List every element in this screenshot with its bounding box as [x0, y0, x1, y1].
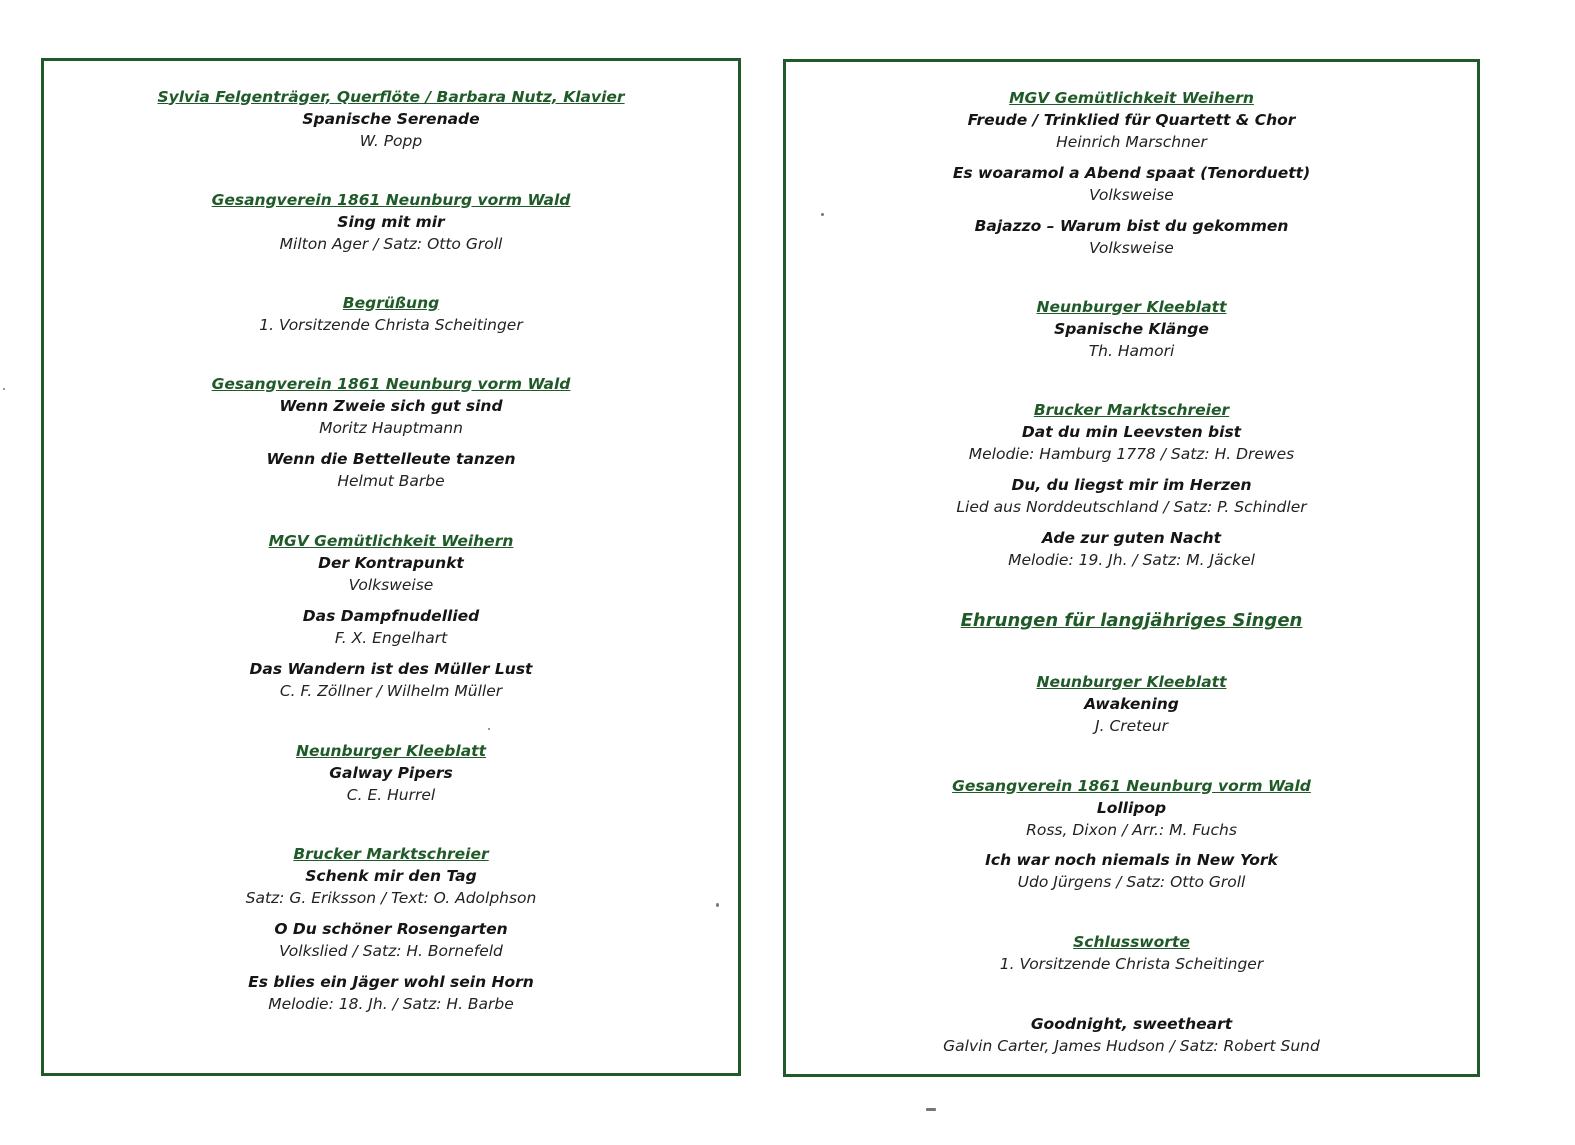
piece-title: Wenn Zweie sich gut sind	[279, 396, 503, 415]
piece-credit: Helmut Barbe	[337, 471, 445, 490]
piece-credit: 1. Vorsitzende Christa Scheitinger	[259, 315, 523, 334]
piece-credit: Udo Jürgens / Satz: Otto Groll	[1017, 872, 1246, 891]
section-heading: Ehrungen für langjähriges Singen	[960, 610, 1303, 631]
piece-credit: Satz: G. Eriksson / Text: O. Adolphson	[245, 888, 537, 907]
piece-title: Der Kontrapunkt	[318, 553, 464, 572]
piece-credit: 1. Vorsitzende Christa Scheitinger	[999, 954, 1264, 973]
piece-credit: J. Creteur	[1095, 716, 1168, 735]
piece-title: Bajazzo – Warum bist du gekommen	[974, 216, 1289, 235]
group-heading: Neunburger Kleeblatt	[295, 741, 486, 760]
piece-title: Du, du liegst mir im Herzen	[1011, 475, 1252, 494]
group-heading: Neunburger Kleeblatt	[1036, 297, 1227, 316]
scan-speck	[3, 388, 5, 390]
piece-credit: Th. Hamori	[1088, 341, 1175, 360]
group-heading: Schlussworte	[1073, 932, 1190, 951]
scan-speck	[926, 1108, 936, 1111]
piece-credit: Volkslied / Satz: H. Bornefeld	[279, 941, 503, 960]
group-heading: MGV Gemütlichkeit Weihern	[1009, 88, 1254, 107]
piece-credit: Volksweise	[348, 575, 434, 594]
group-heading: Brucker Marktschreier	[293, 844, 489, 863]
group-heading: Gesangverein 1861 Neunburg vorm Wald	[211, 374, 571, 393]
scan-speck	[716, 903, 719, 907]
piece-title: Spanische Klänge	[1054, 319, 1209, 338]
group-heading: MGV Gemütlichkeit Weihern	[268, 531, 514, 550]
piece-title: Ich war noch niemals in New York	[985, 850, 1278, 869]
piece-title: Galway Pipers	[329, 763, 453, 782]
piece-credit: F. X. Engelhart	[334, 628, 448, 647]
piece-title: Spanische Serenade	[302, 109, 480, 128]
piece-title: Goodnight, sweetheart	[1030, 1014, 1233, 1033]
piece-title: Das Dampfnudellied	[302, 606, 480, 625]
piece-credit: W. Popp	[359, 131, 423, 150]
piece-credit: Melodie: Hamburg 1778 / Satz: H. Drewes	[968, 444, 1295, 463]
scan-speck	[488, 728, 490, 730]
piece-title: Freude / Trinklied für Quartett & Chor	[967, 110, 1296, 129]
piece-credit: Lied aus Norddeutschland / Satz: P. Schindler	[956, 497, 1307, 516]
piece-credit: Milton Ager / Satz: Otto Groll	[279, 234, 503, 253]
piece-credit: Moritz Hauptmann	[319, 418, 463, 437]
piece-credit: Ross, Dixon / Arr.: M. Fuchs	[1026, 820, 1237, 839]
group-heading: Sylvia Felgenträger, Querflöte / Barbara Nutz, Klavier	[157, 87, 625, 106]
piece-title: Dat du min Leevsten bist	[1021, 422, 1242, 441]
group-heading: Neunburger Kleeblatt	[1036, 672, 1227, 691]
piece-title: Ade zur guten Nacht	[1041, 528, 1222, 547]
piece-credit: C. E. Hurrel	[346, 785, 436, 804]
piece-credit: Volksweise	[1089, 185, 1174, 204]
piece-title: Lollipop	[1096, 798, 1167, 817]
group-heading: Gesangverein 1861 Neunburg vorm Wald	[952, 776, 1311, 795]
program-page-right	[783, 59, 1480, 1077]
piece-credit: C. F. Zöllner / Wilhelm Müller	[279, 681, 503, 700]
piece-credit: Heinrich Marschner	[1056, 132, 1207, 151]
piece-title: Sing mit mir	[337, 212, 445, 231]
piece-title: Das Wandern ist des Müller Lust	[249, 659, 533, 678]
piece-title: Es woaramol a Abend spaat (Tenorduett)	[952, 163, 1311, 182]
group-heading: Brucker Marktschreier	[1033, 400, 1230, 419]
piece-credit: Volksweise	[1089, 238, 1174, 257]
piece-credit: Galvin Carter, James Hudson / Satz: Robert Sund	[943, 1036, 1320, 1055]
program-page-left	[41, 58, 741, 1076]
piece-credit: Melodie: 19. Jh. / Satz: M. Jäckel	[1008, 550, 1255, 569]
piece-title: Wenn die Bettelleute tanzen	[266, 449, 516, 468]
piece-title: Awakening	[1084, 694, 1179, 713]
scan-speck	[821, 213, 824, 216]
piece-title: O Du schöner Rosengarten	[274, 919, 508, 938]
piece-title: Es blies ein Jäger wohl sein Horn	[248, 972, 534, 991]
group-heading: Gesangverein 1861 Neunburg vorm Wald	[211, 190, 571, 209]
group-heading: Begrüßung	[342, 293, 440, 312]
piece-title: Schenk mir den Tag	[305, 866, 477, 885]
piece-credit: Melodie: 18. Jh. / Satz: H. Barbe	[268, 994, 514, 1013]
